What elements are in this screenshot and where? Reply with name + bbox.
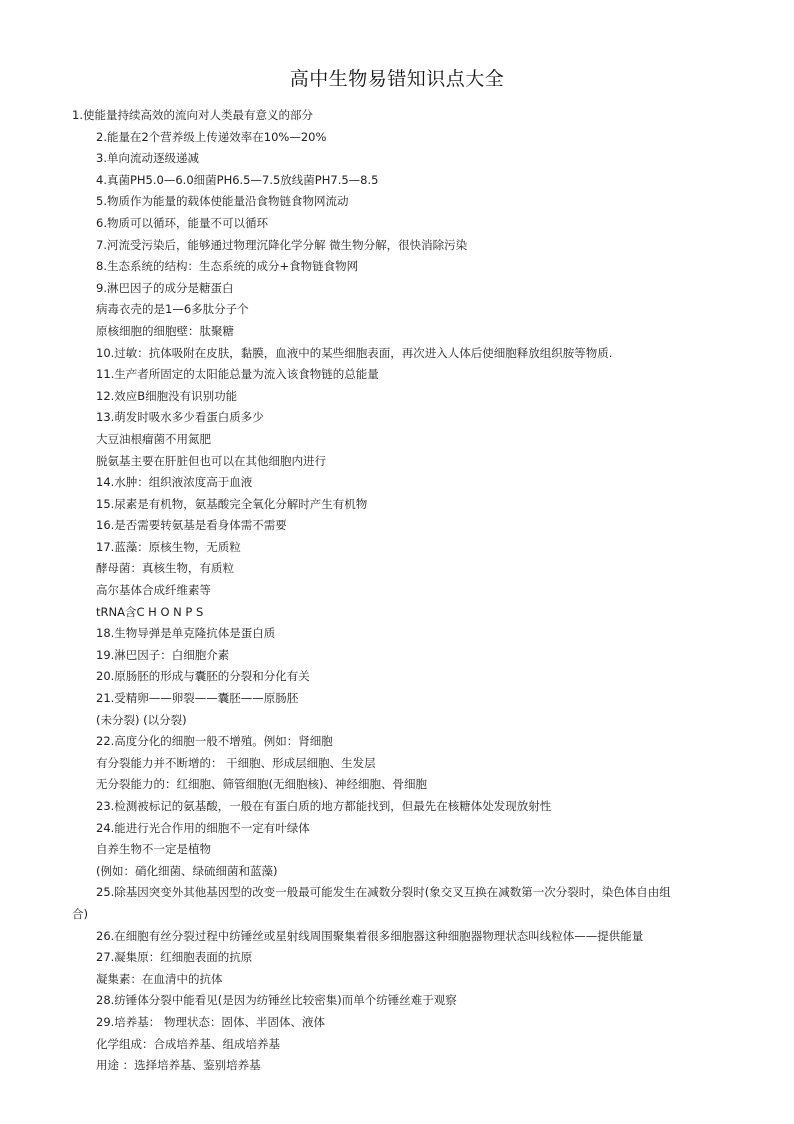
text-line: 脱氨基主要在肝脏但也可以在其他细胞内进行 — [96, 453, 326, 468]
text-line: 15.尿素是有机物，氨基酸完全氧化分解时产生有机物 — [96, 496, 368, 511]
text-line: 10.过敏：抗体吸附在皮肤，黏膜，血液中的某些细胞表面，再次进入人体后使细胞释放组织胺等物质. — [96, 345, 613, 360]
text-line: 原核细胞的细胞壁：肽聚糖 — [96, 323, 234, 338]
text-line: 17.蓝藻：原核生物，无质粒 — [96, 539, 241, 554]
text-line: 酵母菌：真核生物，有质粒 — [96, 561, 234, 576]
text-line: 自养生物不一定是植物 — [96, 842, 211, 857]
text-line: 19.淋巴因子：白细胞介素 — [96, 647, 230, 662]
text-line: 6.物质可以循环，能量不可以循环 — [96, 215, 268, 230]
text-line: 18.生物导弹是单克隆抗体是蛋白质 — [96, 626, 276, 641]
text-line: 化学组成：合成培养基、组成培养基 — [96, 1036, 280, 1051]
text-line: 凝集素：在血清中的抗体 — [96, 971, 223, 986]
text-line: 12.效应B细胞没有识别功能 — [96, 388, 238, 403]
text-line: 有分裂能力并不断增的： 干细胞、形成层细胞、生发层 — [96, 755, 376, 770]
text-line: 29.培养基： 物理状态：固体、半固体、液体 — [96, 1014, 325, 1029]
text-line: 13.萌发时吸水多少看蛋白质多少 — [96, 410, 264, 425]
text-line: 5.物质作为能量的载体使能量沿食物链食物网流动 — [96, 194, 349, 209]
text-line: 23.检测被标记的氨基酸，一般在有蛋白质的地方都能找到，但最先在核糖体处发现放射性 — [96, 799, 552, 813]
text-line: 22.高度分化的细胞一般不增殖。例如：肾细胞 — [96, 734, 333, 749]
text-line: 9.淋巴因子的成分是糖蛋白 — [96, 280, 234, 295]
text-line: 2.能量在2个营养级上传递效率在10%—20% — [96, 129, 327, 144]
text-line-wrap-second: 合) — [72, 906, 88, 921]
text-line: 大豆油根瘤菌不用氮肥 — [96, 431, 211, 446]
text-line: 4.真菌PH5.0—6.0细菌PH6.5—7.5放线菌PH7.5—8.5 — [96, 172, 379, 187]
text-line: 无分裂能力的：红细胞、筛管细胞(无细胞核)、神经细胞、骨细胞 — [96, 777, 427, 792]
document-body — [72, 105, 722, 1077]
text-line: 21.受精卵——卵裂——囊胚——原肠胚 — [96, 691, 299, 706]
text-line: 20.原肠胚的形成与囊胚的分裂和分化有关 — [96, 669, 310, 684]
page-title: 高中生物易错知识点大全 — [289, 68, 505, 90]
text-line: 16.是否需要转氨基是看身体需不需要 — [96, 518, 287, 533]
text-line: 14.水肿：组织液浓度高于血液 — [96, 475, 253, 490]
text-line: tRNA含C H O N P S — [96, 604, 204, 619]
text-line: 27.凝集原：红细胞表面的抗原 — [96, 950, 253, 965]
text-line: 病毒衣壳的是1—6多肽分子个 — [96, 302, 249, 317]
text-line: 28.纺锤体分裂中能看见(是因为纺锤丝比较密集)而单个纺锤丝难于观察 — [96, 993, 457, 1008]
text-line: 1.使能量持续高效的流向对人类最有意义的部分 — [72, 108, 313, 122]
text-line: 高尔基体合成纤维素等 — [96, 583, 211, 598]
text-line: 11.生产者所固定的太阳能总量为流入该食物链的总能量 — [96, 367, 379, 382]
text-line: 8.生态系统的结构：生态系统的成分+食物链食物网 — [96, 259, 359, 274]
text-line: 用途 ：选择培养基、鉴别培养基 — [96, 1058, 261, 1073]
text-line: 3.单向流动逐级递减 — [96, 151, 199, 166]
text-line: (未分裂) (以分裂) — [96, 712, 187, 727]
text-line: 26.在细胞有丝分裂过程中纺锤丝或星射线周围聚集着很多细胞器这种细胞器物理状态叫线粒体——提供能量 — [96, 928, 644, 943]
text-line-wrap-first: 25.除基因突变外其他基因型的改变一般最可能发生在减数分裂时(象交叉互换在减数第一次分裂时，染色体自由组 — [96, 885, 671, 900]
text-line: (例如：硝化细菌、绿硫细菌和蓝藻) — [96, 863, 278, 878]
text-line: 24.能进行光合作用的细胞不一定有叶绿体 — [96, 820, 310, 835]
text-line: 7.河流受污染后，能够通过物理沉降化学分解 微生物分解，很快消除污染 — [96, 237, 468, 252]
